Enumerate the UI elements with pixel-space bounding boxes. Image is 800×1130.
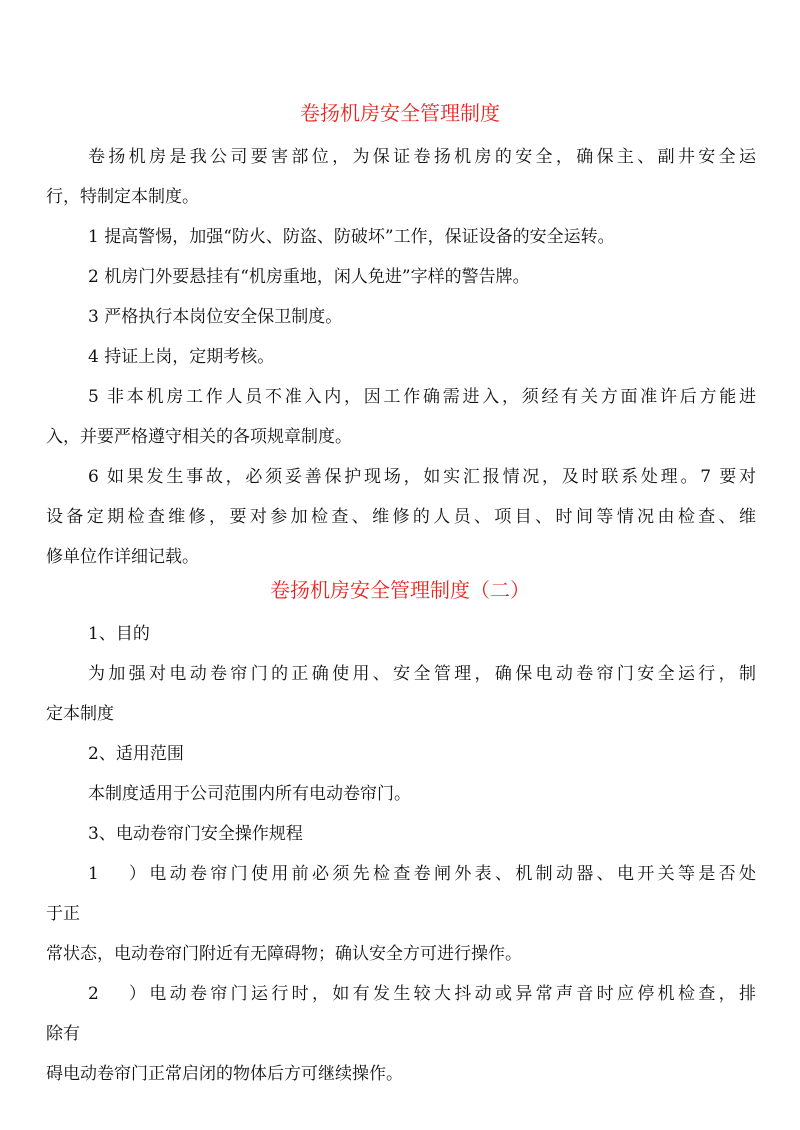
- section-1-line-1: 为加强对电动卷帘门的正确使用、安全管理，确保电动卷帘门安全运行，制: [88, 664, 756, 684]
- section-title-2: 卷扬机房安全管理制度（二）: [270, 578, 530, 602]
- section-2-heading: 2、适用范围: [88, 744, 184, 764]
- rule-4: 4 持证上岗，定期考核。: [88, 347, 275, 367]
- rule-5-line-1: 5 非本机房工作人员不准入内，因工作确需进入，须经有关方面准许后方能进: [88, 387, 756, 407]
- step-2-line-3: 碍电动卷帘门正常启闭的物体后方可继续操作。: [46, 1064, 403, 1084]
- section-2-text: 本制度适用于公司范围内所有电动卷帘门。: [88, 784, 411, 804]
- rule-2: 2 机房门外要悬挂有“机房重地，闲人免进”字样的警告牌。: [88, 267, 530, 287]
- intro-line-1: 卷扬机房是我公司要害部位，为保证卷扬机房的安全，确保主、副井安全运: [88, 147, 756, 167]
- section-1-heading: 1、目的: [88, 624, 150, 644]
- step-1-line-2: 于正: [46, 904, 80, 924]
- step-1-number: 1）: [88, 864, 146, 884]
- document-title: 卷扬机房安全管理制度: [300, 101, 500, 125]
- rule-6-line-1: 6 如果发生事故，必须妥善保护现场，如实汇报情况，及时联系处理。7 要对: [88, 467, 756, 487]
- step-1-line-3: 常状态，电动卷帘门附近有无障碍物；确认安全方可进行操作。: [46, 944, 522, 964]
- rule-1: 1 提高警惕，加强“防火、防盗、防破坏”工作，保证设备的安全运转。: [88, 227, 615, 247]
- rule-5-line-2: 入，并要严格遵守相关的各项规章制度。: [46, 427, 352, 447]
- rule-6-line-2: 设备定期检查维修，要对参加检查、维修的人员、项目、时间等情况由检查、维: [46, 507, 756, 527]
- section-1-line-2: 定本制度: [46, 704, 114, 724]
- step-2-line-1: [88, 974, 756, 1014]
- step-1-text: 电动卷帘门使用前必须先检查卷闸外表、机制动器、电开关等是否处: [146, 864, 756, 884]
- section-3-heading: 3、电动卷帘门安全操作规程: [88, 824, 303, 844]
- step-2-number: 2）: [88, 984, 146, 1004]
- rule-6-line-3: 修单位作详细记载。: [46, 547, 199, 567]
- rule-3: 3 严格执行本岗位安全保卫制度。: [88, 307, 343, 327]
- intro-line-2: 行，特制定本制度。: [46, 187, 199, 207]
- step-2-text: 电动卷帘门运行时，如有发生较大抖动或异常声音时应停机检查，排: [146, 984, 756, 1004]
- step-2-line-2: 除有: [46, 1024, 80, 1044]
- step-1-line-1: [88, 854, 756, 894]
